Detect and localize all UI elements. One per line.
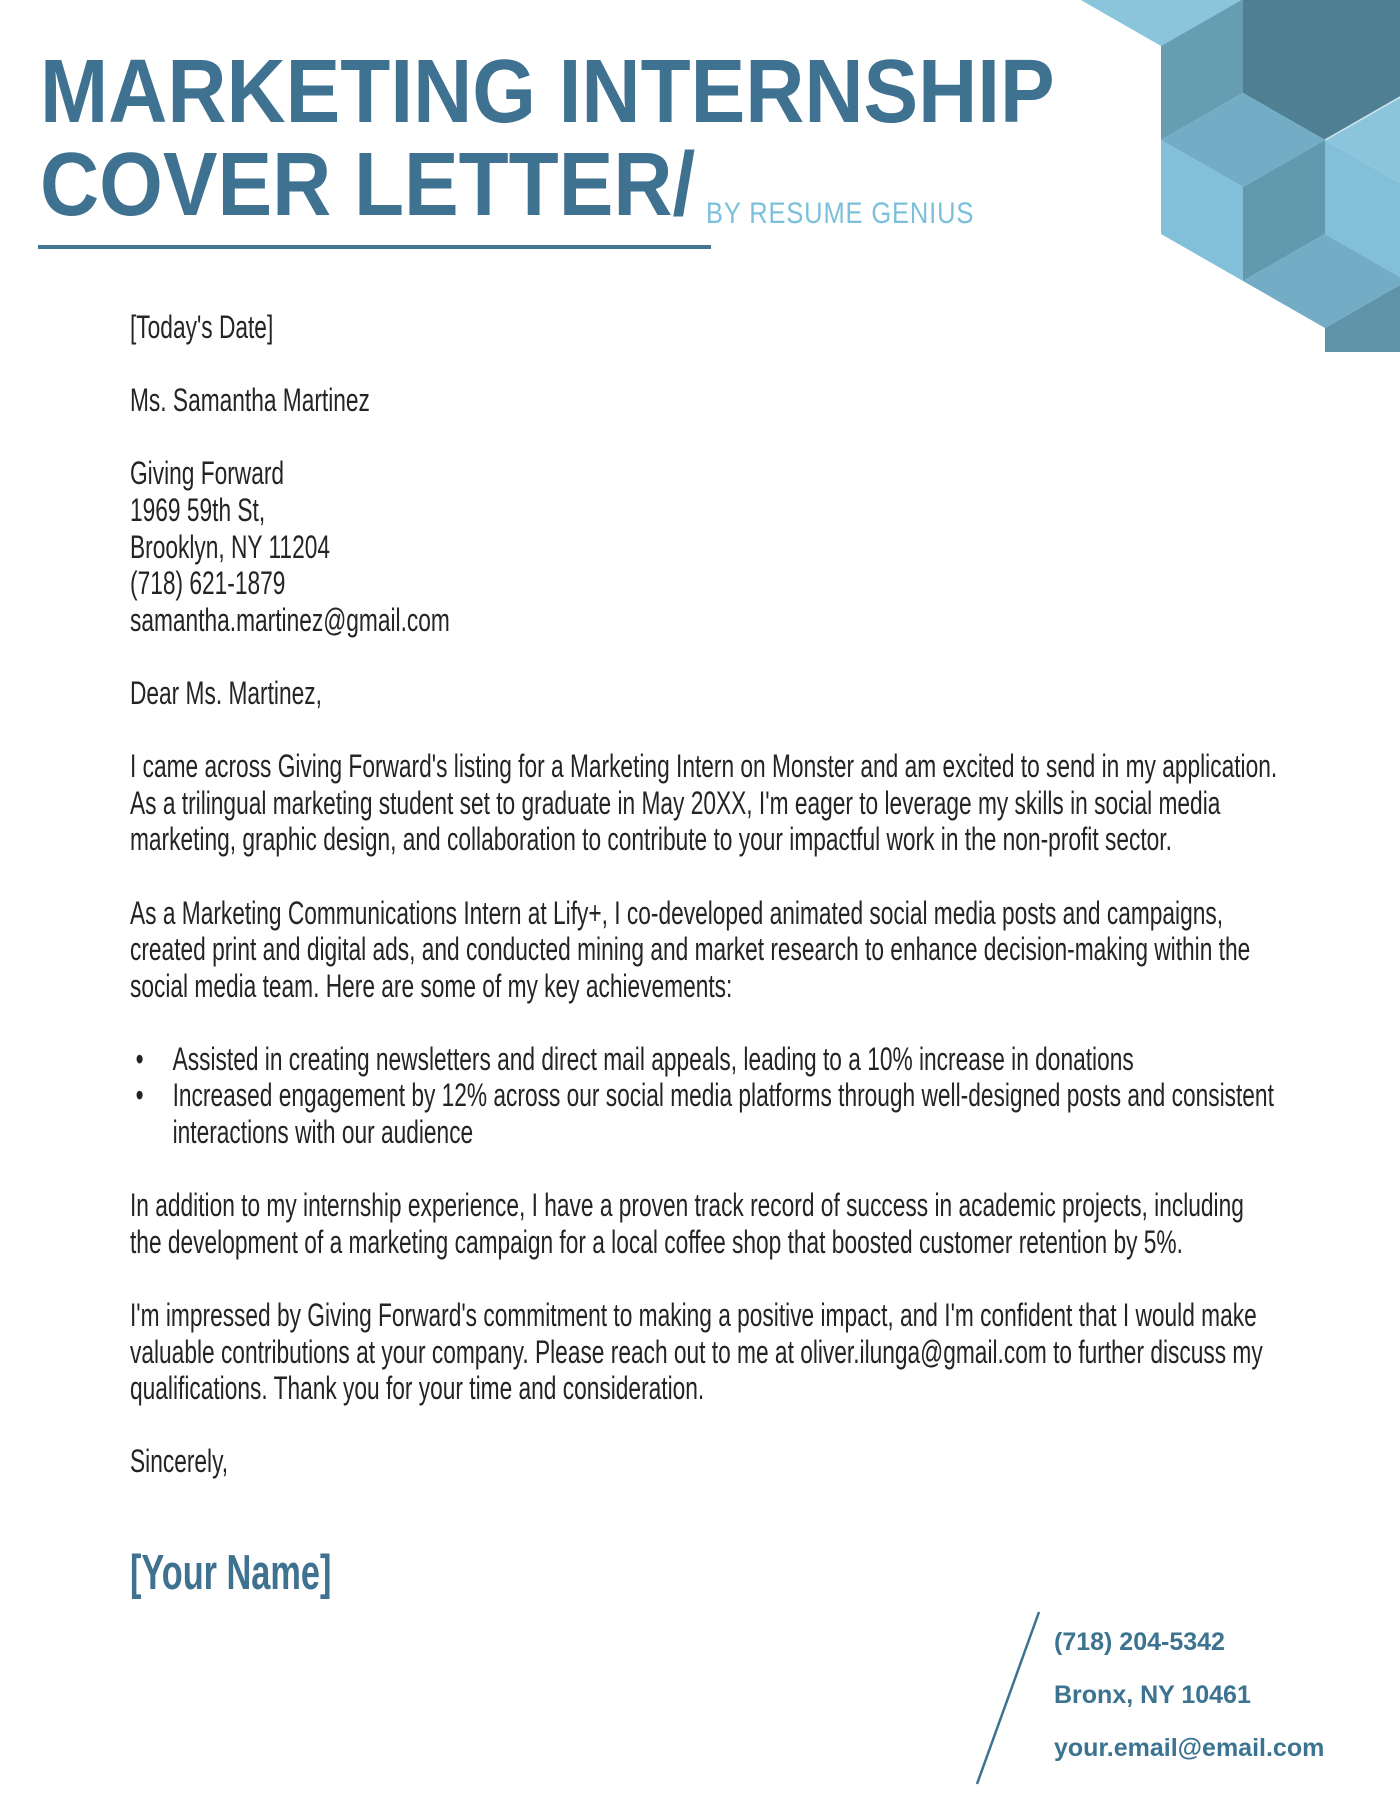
paragraph-4: I'm impressed by Giving Forward's commitment to making a positive impact, and I'm confident that I would make valuable contributions at your company. Please reach out to me at oliver.ilunga@gmail.com to further discuss my qualifications. Thank you for your time and consideration. bbox=[130, 1297, 1263, 1407]
signature-placeholder: [Your Name] bbox=[130, 1546, 332, 1600]
footer-phone: (718) 204-5342 bbox=[1054, 1628, 1225, 1656]
company-name: Giving Forward bbox=[130, 455, 285, 492]
closing: Sincerely, bbox=[130, 1443, 229, 1480]
recipient-phone: (718) 621-1879 bbox=[130, 565, 286, 602]
salutation: Dear Ms. Martinez, bbox=[130, 674, 322, 711]
recipient-name: Ms. Samantha Martinez bbox=[130, 382, 370, 419]
date-placeholder: [Today's Date] bbox=[130, 309, 274, 345]
bullet-icon: • bbox=[135, 1040, 144, 1077]
paragraph-1: I came across Giving Forward's listing for a Marketing Intern on Monster and am excited to send in my application. As a trilingual marketing student set to graduate in May 20XX, I'm eager to leverage my skills in social media marketing, graphic design, and collaboration to contribute to your impactful work in the non-profit sector. bbox=[130, 748, 1278, 858]
address-line1: 1969 59th St, bbox=[130, 491, 266, 528]
title-line2: COVER LETTER/ bbox=[40, 135, 696, 235]
list-item-text: Increased engagement by 12% across our social media platforms through well-designed posts and consistent interactions with our audience bbox=[172, 1077, 1274, 1151]
list-item bbox=[130, 1077, 1280, 1150]
recipient-address-block bbox=[130, 455, 1280, 638]
achievement-list bbox=[130, 1041, 1280, 1151]
footer-email: your.email@email.com bbox=[1054, 1734, 1325, 1762]
paragraph-2: As a Marketing Communications Intern at Lify+, I co-developed animated social media posts and campaigns, created print and digital ads, and conducted mining and market research to enhance decision-making within the social media team. Here are some of my key achievements: bbox=[130, 894, 1251, 1004]
footer-contact-block bbox=[1054, 1616, 1324, 1775]
recipient-email: samantha.martinez@gmail.com bbox=[130, 601, 450, 638]
byline: BY RESUME GENIUS bbox=[706, 197, 975, 230]
title-line1: MARKETING INTERNSHIP bbox=[40, 42, 1055, 142]
bullet-icon: • bbox=[135, 1077, 144, 1114]
address-line2: Brooklyn, NY 11204 bbox=[130, 528, 330, 565]
letter-body bbox=[130, 309, 1280, 1517]
list-item-text: Assisted in creating newsletters and direct mail appeals, leading to a 10% increase in donations bbox=[172, 1040, 1134, 1077]
title-underline bbox=[38, 245, 711, 249]
footer-location: Bronx, NY 10461 bbox=[1054, 1681, 1251, 1709]
paragraph-3: In addition to my internship experience, I have a proven track record of success in academic projects, including the development of a marketing campaign for a local coffee shop that boosted customer retention by 5%. bbox=[130, 1187, 1244, 1260]
list-item bbox=[130, 1041, 1280, 1078]
footer-diagonal-line bbox=[960, 1605, 1050, 1795]
